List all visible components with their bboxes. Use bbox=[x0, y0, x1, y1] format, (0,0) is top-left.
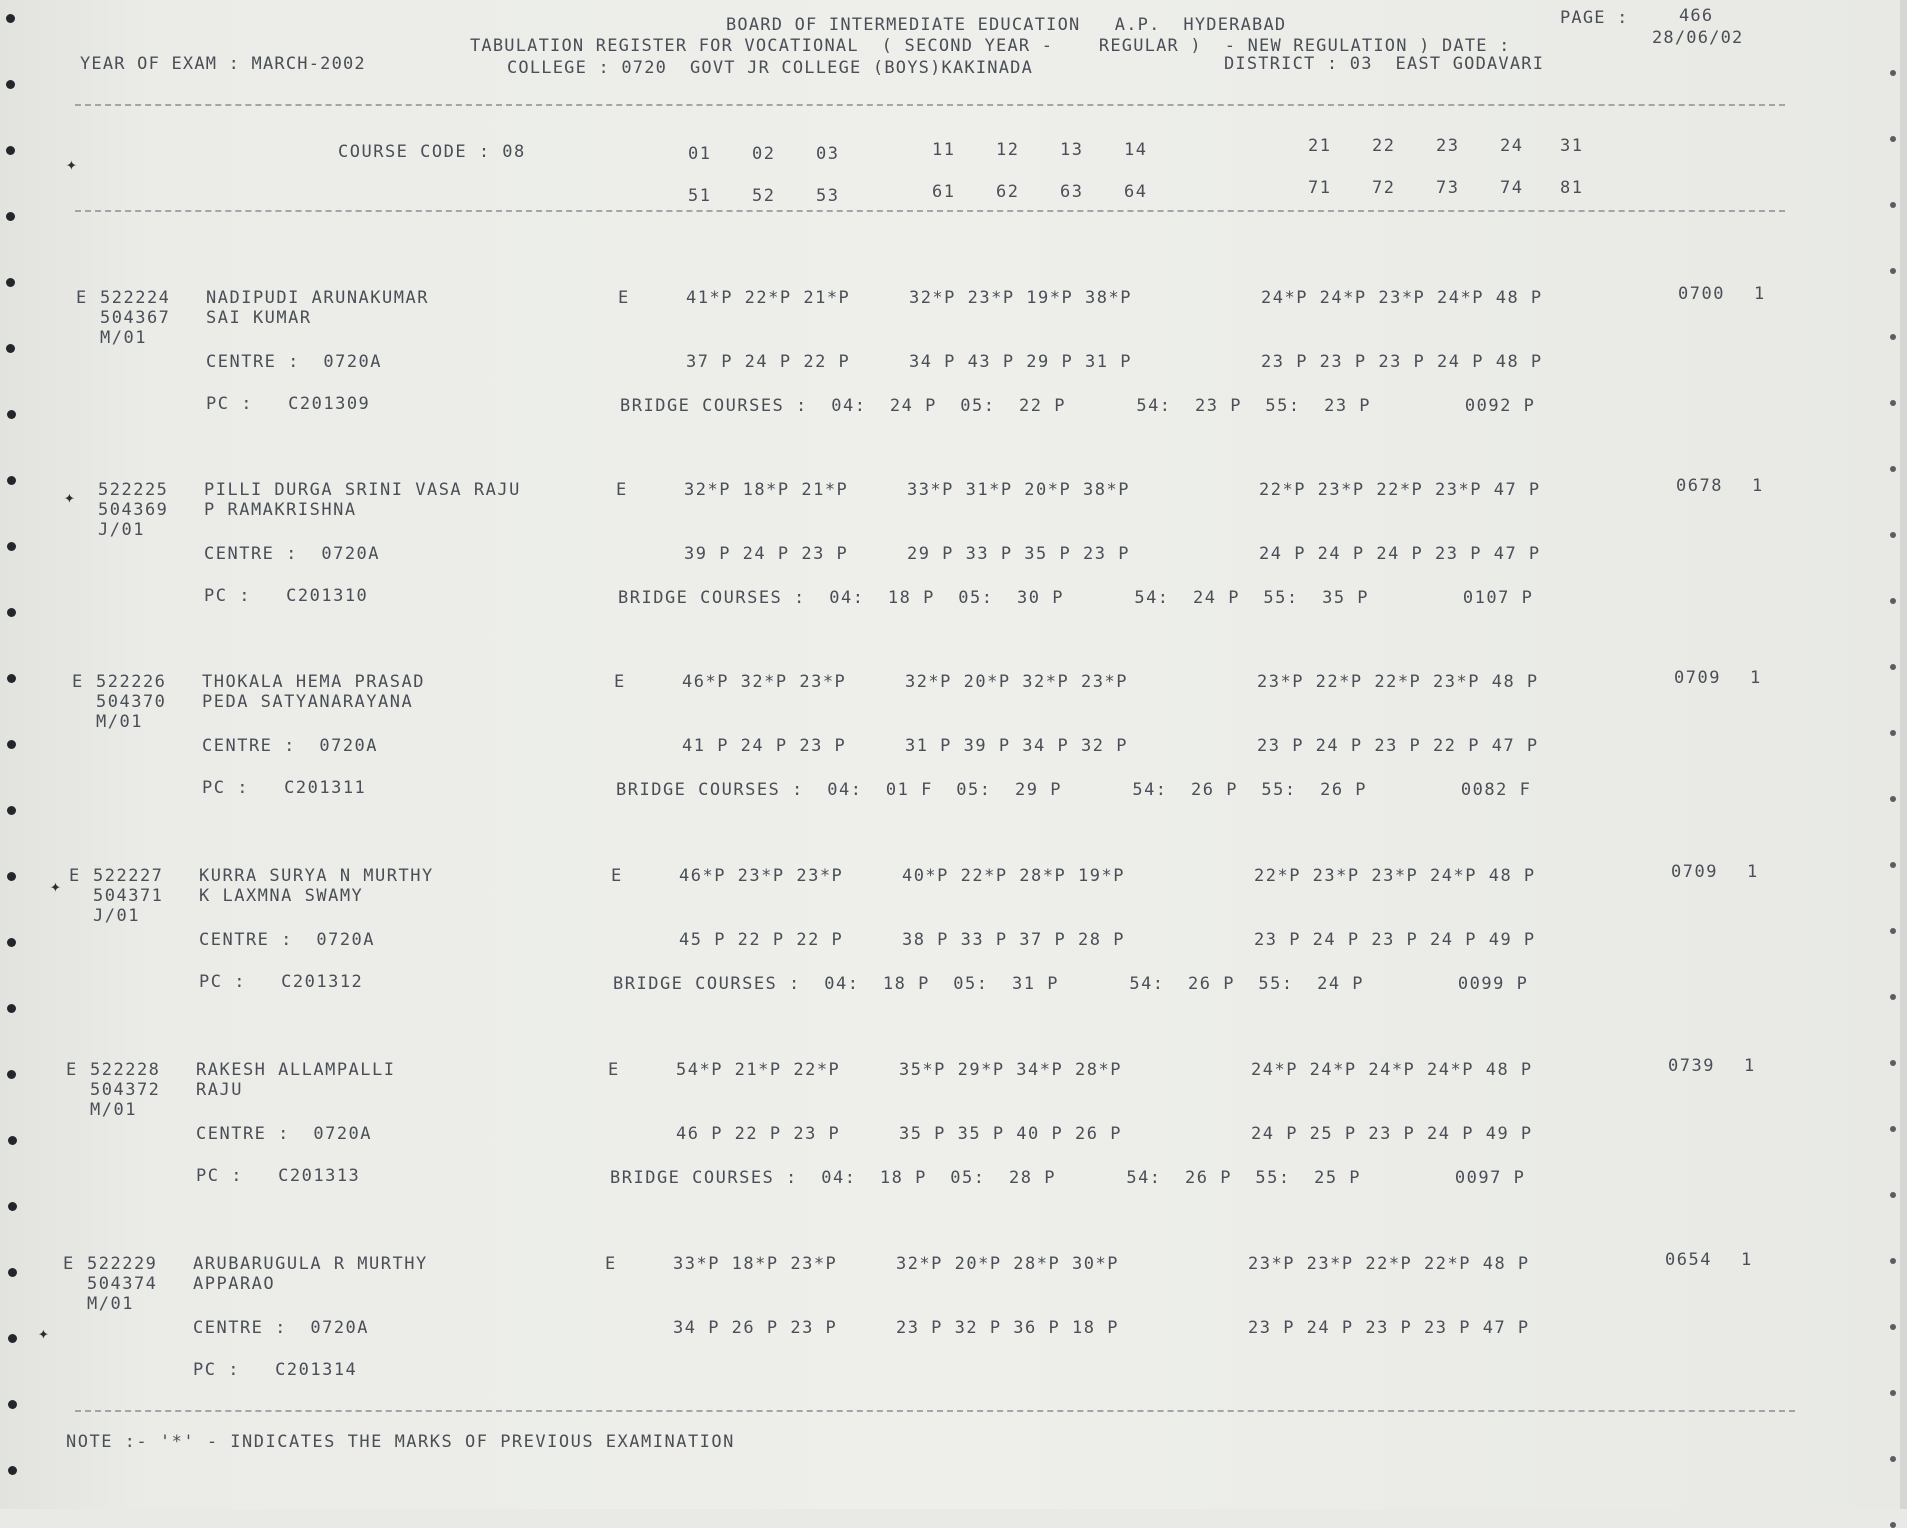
course-subject-code: 53 bbox=[816, 186, 840, 206]
bridge-courses-row: BRIDGE COURSES : 04: 18 P 05: 30 P 54: 24 P 55: 35 P 0107 P bbox=[618, 588, 1534, 608]
hall-ticket-number: 504370 bbox=[96, 692, 167, 712]
candidate-name: NADIPUDI ARUNAKUMAR bbox=[206, 288, 429, 308]
registration-number: 522226 bbox=[96, 672, 167, 692]
course-subject-code: 22 bbox=[1372, 136, 1396, 156]
exam-centre: CENTRE : 0720A bbox=[206, 352, 383, 372]
result-division: 1 bbox=[1752, 476, 1764, 496]
pc-number: PC : C201311 bbox=[202, 778, 367, 798]
print-mark-icon: ✦ bbox=[50, 876, 61, 897]
feed-hole-icon bbox=[7, 476, 16, 485]
bridge-courses-row: BRIDGE COURSES : 04: 18 P 05: 31 P 54: 26 P 55: 24 P 0099 P bbox=[613, 974, 1529, 994]
feed-hole-icon bbox=[7, 608, 16, 617]
course-subject-code: 14 bbox=[1124, 140, 1148, 160]
footnote: NOTE :- '*' - INDICATES THE MARKS OF PREVIOUS EXAMINATION bbox=[66, 1432, 735, 1452]
exam-centre: CENTRE : 0720A bbox=[193, 1318, 370, 1338]
gender-code: M/01 bbox=[100, 328, 147, 348]
feed-hole-icon bbox=[1890, 136, 1896, 142]
feed-hole-icon bbox=[1890, 268, 1896, 274]
candidate-name: KURRA SURYA N MURTHY bbox=[199, 866, 434, 886]
pc-number: PC : C201312 bbox=[199, 972, 364, 992]
print-mark-icon: ✦ bbox=[66, 154, 77, 175]
previous-marks-row: 46*P 32*P 23*P 32*P 20*P 32*P 23*P 23*P 22*P 22*P 23*P 48 P bbox=[682, 672, 1539, 692]
feed-hole-icon bbox=[1890, 466, 1896, 472]
hall-ticket-number: 504369 bbox=[98, 500, 169, 520]
medium-code: E bbox=[608, 1060, 620, 1080]
feed-hole-icon bbox=[7, 674, 16, 683]
result-division: 1 bbox=[1744, 1056, 1756, 1076]
print-mark-icon: ✦ bbox=[38, 1323, 49, 1344]
feed-hole-icon bbox=[1890, 664, 1896, 670]
father-name: RAJU bbox=[196, 1080, 243, 1100]
paper-edge bbox=[1900, 0, 1907, 1509]
feed-hole-icon bbox=[1890, 400, 1896, 406]
feed-hole-icon bbox=[8, 1400, 17, 1409]
grand-total: 0678 bbox=[1676, 476, 1723, 496]
feed-hole-icon bbox=[1890, 994, 1896, 1000]
hall-ticket-number: 504374 bbox=[87, 1274, 158, 1294]
course-subject-code: 21 bbox=[1308, 136, 1332, 156]
gender-code: M/01 bbox=[87, 1294, 134, 1314]
medium-code: E bbox=[611, 866, 623, 886]
separator-line bbox=[75, 104, 1785, 106]
separator-line bbox=[75, 1410, 1795, 1412]
feed-hole-icon bbox=[1890, 334, 1896, 340]
page-number: 466 bbox=[1679, 6, 1714, 26]
feed-hole-icon bbox=[8, 1136, 17, 1145]
pc-number: PC : C201313 bbox=[196, 1166, 361, 1186]
grand-total: 0654 bbox=[1665, 1250, 1712, 1270]
exam-centre: CENTRE : 0720A bbox=[202, 736, 379, 756]
exam-centre: CENTRE : 0720A bbox=[196, 1124, 373, 1144]
previous-marks-row: 41*P 22*P 21*P 32*P 23*P 19*P 38*P 24*P 24*P 23*P 24*P 48 P bbox=[686, 288, 1543, 308]
course-subject-code: 61 bbox=[932, 182, 956, 202]
grand-total: 0739 bbox=[1668, 1056, 1715, 1076]
print-mark-icon: ✦ bbox=[64, 487, 75, 508]
feed-hole-icon bbox=[1890, 1324, 1896, 1330]
exam-prefix: E bbox=[76, 288, 88, 308]
result-division: 1 bbox=[1750, 668, 1762, 688]
grand-total: 0700 bbox=[1678, 284, 1725, 304]
college-name: COLLEGE : 0720 GOVT JR COLLEGE (BOYS)KAKINADA bbox=[507, 58, 1034, 78]
course-subject-code: 62 bbox=[996, 182, 1020, 202]
course-subject-code: 24 bbox=[1500, 136, 1524, 156]
register-title: TABULATION REGISTER FOR VOCATIONAL ( SECOND YEAR - REGULAR ) - NEW REGULATION ) DATE : bbox=[470, 36, 1511, 56]
course-subject-code: 73 bbox=[1436, 178, 1460, 198]
feed-hole-icon bbox=[1890, 202, 1896, 208]
feed-hole-icon bbox=[1890, 730, 1896, 736]
candidate-name: THOKALA HEMA PRASAD bbox=[202, 672, 425, 692]
feed-hole-icon bbox=[1890, 598, 1896, 604]
medium-code: E bbox=[614, 672, 626, 692]
course-subject-code: 23 bbox=[1436, 136, 1460, 156]
result-division: 1 bbox=[1747, 862, 1759, 882]
feed-hole-icon bbox=[6, 80, 15, 89]
course-subject-code: 71 bbox=[1308, 178, 1332, 198]
feed-hole-icon bbox=[1890, 928, 1896, 934]
father-name: P RAMAKRISHNA bbox=[204, 500, 357, 520]
feed-hole-icon bbox=[1890, 1192, 1896, 1198]
registration-number: 522224 bbox=[100, 288, 171, 308]
feed-hole-icon bbox=[1890, 532, 1896, 538]
father-name: PEDA SATYANARAYANA bbox=[202, 692, 414, 712]
hall-ticket-number: 504367 bbox=[100, 308, 171, 328]
registration-number: 522225 bbox=[98, 480, 169, 500]
course-subject-code: 13 bbox=[1060, 140, 1084, 160]
grand-total: 0709 bbox=[1671, 862, 1718, 882]
father-name: SAI KUMAR bbox=[206, 308, 312, 328]
grand-total: 0709 bbox=[1674, 668, 1721, 688]
result-division: 1 bbox=[1741, 1250, 1753, 1270]
medium-code: E bbox=[616, 480, 628, 500]
feed-hole-icon bbox=[6, 212, 15, 221]
course-subject-code: 63 bbox=[1060, 182, 1084, 202]
bridge-courses-row: BRIDGE COURSES : 04: 18 P 05: 28 P 54: 26 P 55: 25 P 0097 P bbox=[610, 1168, 1526, 1188]
feed-hole-icon bbox=[7, 410, 16, 419]
medium-code: E bbox=[618, 288, 630, 308]
course-subject-code: 01 bbox=[688, 144, 712, 164]
course-subject-code: 81 bbox=[1560, 178, 1584, 198]
feed-hole-icon bbox=[7, 806, 16, 815]
bridge-courses-row: BRIDGE COURSES : 04: 24 P 05: 22 P 54: 23 P 55: 23 P 0092 P bbox=[620, 396, 1536, 416]
exam-prefix: E bbox=[72, 672, 84, 692]
previous-marks-row: 32*P 18*P 21*P 33*P 31*P 20*P 38*P 22*P 23*P 22*P 23*P 47 P bbox=[684, 480, 1541, 500]
result-division: 1 bbox=[1754, 284, 1766, 304]
feed-hole-icon bbox=[7, 938, 16, 947]
previous-marks-row: 46*P 23*P 23*P 40*P 22*P 28*P 19*P 22*P 23*P 23*P 24*P 48 P bbox=[679, 866, 1536, 886]
page-label: PAGE : bbox=[1560, 8, 1629, 28]
district: DISTRICT : 03 EAST GODAVARI bbox=[1224, 54, 1545, 74]
course-code: COURSE CODE : 08 bbox=[338, 142, 526, 162]
current-marks-row: 46 P 22 P 23 P 35 P 35 P 40 P 26 P 24 P 25 P 23 P 24 P 49 P bbox=[676, 1124, 1533, 1144]
current-marks-row: 41 P 24 P 23 P 31 P 39 P 34 P 32 P 23 P 24 P 23 P 22 P 47 P bbox=[682, 736, 1539, 756]
medium-code: E bbox=[605, 1254, 617, 1274]
current-marks-row: 45 P 22 P 22 P 38 P 33 P 37 P 28 P 23 P 24 P 23 P 24 P 49 P bbox=[679, 930, 1536, 950]
course-subject-code: 11 bbox=[932, 140, 956, 160]
gender-code: M/01 bbox=[96, 712, 143, 732]
feed-hole-icon bbox=[8, 1268, 17, 1277]
pc-number: PC : C201314 bbox=[193, 1360, 358, 1380]
exam-prefix: E bbox=[66, 1060, 78, 1080]
feed-hole-icon bbox=[1890, 862, 1896, 868]
board-title: BOARD OF INTERMEDIATE EDUCATION A.P. HYDERABAD bbox=[726, 15, 1287, 35]
feed-hole-icon bbox=[6, 146, 15, 155]
feed-hole-icon bbox=[7, 740, 16, 749]
course-subject-code: 03 bbox=[816, 144, 840, 164]
feed-hole-icon bbox=[1890, 1060, 1896, 1066]
separator-line bbox=[75, 210, 1785, 212]
pc-number: PC : C201309 bbox=[206, 394, 371, 414]
feed-hole-icon bbox=[6, 278, 15, 287]
pc-number: PC : C201310 bbox=[204, 586, 369, 606]
exam-prefix: E bbox=[63, 1254, 75, 1274]
father-name: APPARAO bbox=[193, 1274, 276, 1294]
gender-code: J/01 bbox=[93, 906, 140, 926]
current-marks-row: 39 P 24 P 23 P 29 P 33 P 35 P 23 P 24 P 24 P 24 P 23 P 47 P bbox=[684, 544, 1541, 564]
course-subject-code: 52 bbox=[752, 186, 776, 206]
feed-hole-icon bbox=[7, 872, 16, 881]
feed-hole-icon bbox=[8, 1202, 17, 1211]
course-subject-code: 51 bbox=[688, 186, 712, 206]
course-subject-code: 12 bbox=[996, 140, 1020, 160]
exam-centre: CENTRE : 0720A bbox=[199, 930, 376, 950]
previous-marks-row: 54*P 21*P 22*P 35*P 29*P 34*P 28*P 24*P 24*P 24*P 24*P 48 P bbox=[676, 1060, 1533, 1080]
candidate-name: RAKESH ALLAMPALLI bbox=[196, 1060, 396, 1080]
registration-number: 522227 bbox=[93, 866, 164, 886]
feed-hole-icon bbox=[7, 542, 16, 551]
registration-number: 522229 bbox=[87, 1254, 158, 1274]
feed-hole-icon bbox=[8, 1334, 17, 1343]
feed-hole-icon bbox=[1890, 1522, 1896, 1528]
hall-ticket-number: 504372 bbox=[90, 1080, 161, 1100]
feed-hole-icon bbox=[7, 1004, 16, 1013]
registration-number: 522228 bbox=[90, 1060, 161, 1080]
candidate-name: PILLI DURGA SRINI VASA RAJU bbox=[204, 480, 521, 500]
report-date: 28/06/02 bbox=[1652, 28, 1744, 48]
course-subject-code: 72 bbox=[1372, 178, 1396, 198]
exam-prefix: E bbox=[69, 866, 81, 886]
feed-hole-icon bbox=[7, 1070, 16, 1079]
father-name: K LAXMNA SWAMY bbox=[199, 886, 364, 906]
gender-code: J/01 bbox=[98, 520, 145, 540]
current-marks-row: 34 P 26 P 23 P 23 P 32 P 36 P 18 P 23 P 24 P 23 P 23 P 47 P bbox=[673, 1318, 1530, 1338]
hall-ticket-number: 504371 bbox=[93, 886, 164, 906]
feed-hole-icon bbox=[1890, 1258, 1896, 1264]
course-subject-code: 02 bbox=[752, 144, 776, 164]
exam-centre: CENTRE : 0720A bbox=[204, 544, 381, 564]
candidate-name: ARUBARUGULA R MURTHY bbox=[193, 1254, 428, 1274]
feed-hole-icon bbox=[6, 14, 15, 23]
feed-hole-icon bbox=[8, 1466, 17, 1475]
bridge-courses-row: BRIDGE COURSES : 04: 01 F 05: 29 P 54: 26 P 55: 26 P 0082 F bbox=[616, 780, 1532, 800]
feed-hole-icon bbox=[1890, 796, 1896, 802]
course-subject-code: 31 bbox=[1560, 136, 1584, 156]
course-subject-code: 64 bbox=[1124, 182, 1148, 202]
course-subject-code: 74 bbox=[1500, 178, 1524, 198]
feed-hole-icon bbox=[1890, 70, 1896, 76]
feed-hole-icon bbox=[1890, 1456, 1896, 1462]
feed-hole-icon bbox=[6, 344, 15, 353]
year-of-exam: YEAR OF EXAM : MARCH-2002 bbox=[80, 54, 366, 74]
current-marks-row: 37 P 24 P 22 P 34 P 43 P 29 P 31 P 23 P 23 P 23 P 24 P 48 P bbox=[686, 352, 1543, 372]
feed-hole-icon bbox=[1890, 1390, 1896, 1396]
previous-marks-row: 33*P 18*P 23*P 32*P 20*P 28*P 30*P 23*P 23*P 22*P 22*P 48 P bbox=[673, 1254, 1530, 1274]
feed-hole-icon bbox=[1890, 1126, 1896, 1132]
gender-code: M/01 bbox=[90, 1100, 137, 1120]
